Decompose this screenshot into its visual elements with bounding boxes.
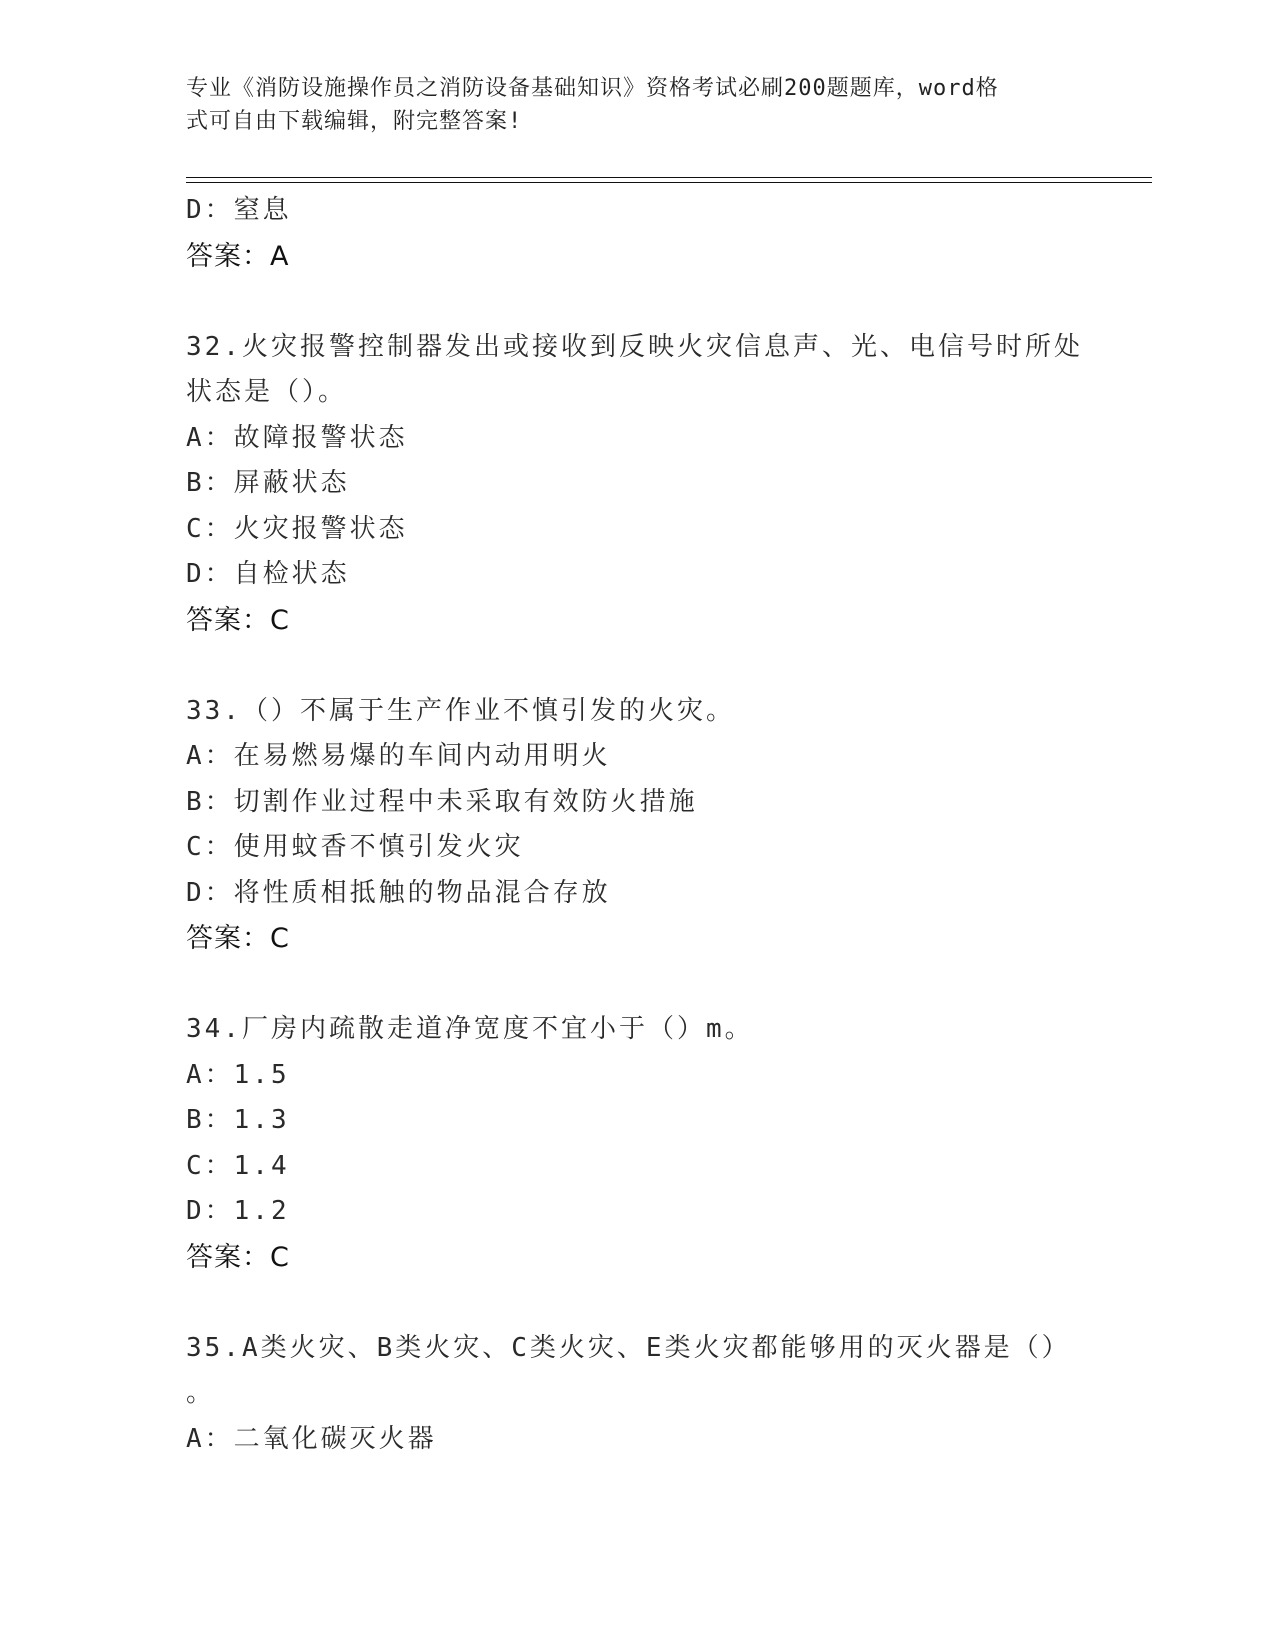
option-b: B：1.3 (186, 1105, 290, 1135)
document-header (186, 72, 1066, 138)
question-stem-line: 35.A类火灾、B类火灾、C类火灾、E类火灾都能够用的灭火器是（） (186, 1332, 1071, 1363)
question-stem-line: 34.厂房内疏散走道净宽度不宜小于（）m。 (186, 1014, 754, 1044)
answer-line: 答案：C (186, 604, 290, 636)
header-divider-bottom (186, 182, 1152, 183)
question-stem-line: 32.火灾报警控制器发出或接收到反映火灾信息声、光、电信号时所处 (186, 331, 1083, 362)
question-35 (186, 1326, 1086, 1463)
question-32 (186, 325, 1086, 644)
question-33 (186, 689, 1086, 962)
header-divider-top (186, 177, 1152, 178)
spacer (186, 643, 1086, 689)
option-b: B：屏蔽状态 (186, 468, 350, 498)
option-d: D：窒息 (186, 195, 292, 225)
question-34 (186, 1007, 1086, 1280)
option-b: B：切割作业过程中未采取有效防火措施 (186, 786, 698, 817)
question-stem-line: 状态是（）。 (186, 377, 348, 407)
answer-line: 答案：C (186, 1241, 290, 1273)
option-d: D：1.2 (186, 1196, 290, 1226)
spacer (186, 1280, 1086, 1326)
answer-line: 答案：C (186, 923, 290, 954)
option-a: A：1.5 (186, 1059, 290, 1090)
option-c: C：使用蚊香不慎引发火灾 (186, 832, 524, 862)
question-stem-line: 。 (186, 1378, 216, 1408)
option-c: C：火灾报警状态 (186, 513, 408, 544)
question-stem-line: 33.（）不属于生产作业不慎引发的火灾。 (186, 695, 735, 726)
document-body (186, 188, 1086, 1462)
option-d: D：将性质相抵触的物品混合存放 (186, 877, 611, 908)
option-c: C：1.4 (186, 1150, 290, 1181)
option-a: A：在易燃易爆的车间内动用明火 (186, 741, 611, 771)
answer-line: 答案：A (186, 240, 290, 272)
header-line-1: 专业《消防设施操作员之消防设备基础知识》资格考试必刷200题题库，word格 (186, 76, 999, 101)
header-line-2: 式可自由下载编辑，附完整答案! (186, 109, 523, 134)
option-a: A：故障报警状态 (186, 422, 408, 453)
spacer (186, 962, 1086, 1008)
option-d: D：自检状态 (186, 559, 350, 589)
option-a: A：二氧化碳灭火器 (186, 1423, 437, 1454)
spacer (186, 279, 1086, 325)
